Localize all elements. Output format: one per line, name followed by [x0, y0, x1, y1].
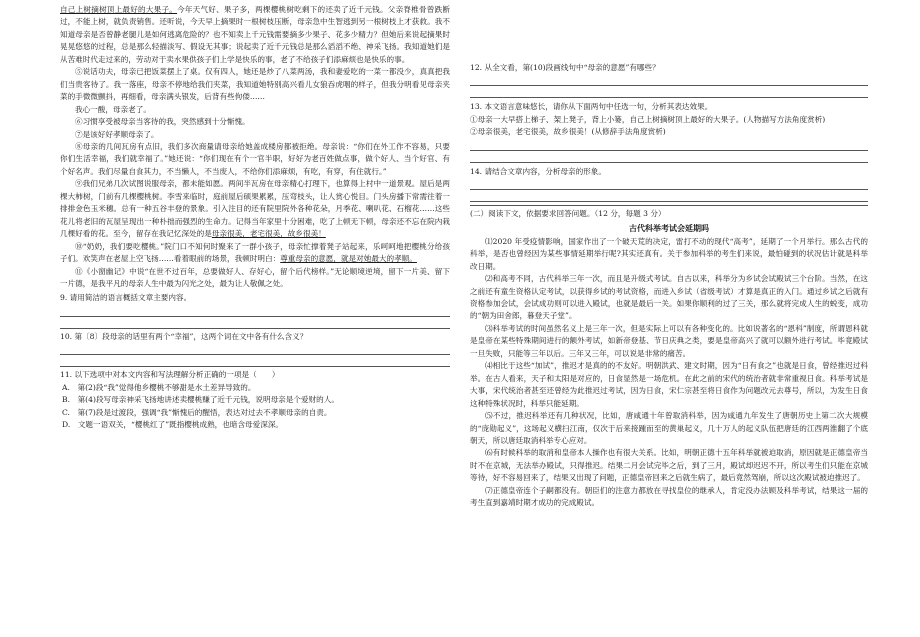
option-d[interactable]: D. 文题一语双关，“樱桃红了”既指樱桃成熟，也暗含母爱深深。 [62, 420, 284, 430]
question-9: 9. 请用简洁的语言概括文章主要内容。 [60, 293, 192, 303]
article-paragraph-1: ⑴2020 年受疫情影响，国家作出了一个破天荒的决定，雷打不动的现代“高考”，延期了一个月举行。那么古代的科举，是否也曾经因为某些事情延期举行呢?其实还真有。关于参加科举的考生们来说，最怕碰到的状况估计就是科举改日期。 [470, 236, 868, 271]
question-11: 11. 以下选项中对本文内容和写法理解分析正确的一项是（ ） [60, 370, 280, 380]
paragraph-5: ⑤说话功夫，母亲已把饭菜摆上了桌。仅有四人，她还是炒了八菜两汤，我和妻爱吃的一菜一都没少，真真把我们当贵客待了。我一落座，母亲不停地给我们夹菜，我知道她特别高兴看儿女狼吞虎咽的样子，但我分明看见母亲夹菜的手微微颤抖，再细看，母亲满头银发，后背有些佝偻…… [60, 67, 450, 102]
question-12: 12. 从全文看，第(10)段画线句中“母亲的意愿”有哪些？ [470, 63, 660, 72]
paragraph-8: ⑧母亲的几间瓦房有点旧，我们多次商量请母亲给她盖成楼房都被拒绝。母亲说：“你们在外工作不容易，只要你们生活幸福，我们就幸福了。”她还说：“你们现在有个一官半职，好好为老百姓做点事，做个好人、当个好官、有个好名声。我们尽量自食其力，不当懒人，不当废人，不给你们添麻烦，有吃，有穿，有住就行。” [60, 141, 450, 176]
dotted-sentence: 母亲很美，老宅很美，故乡很美！ [211, 229, 326, 239]
question-14: 14. 请结合文章内容，分析母亲的形象。 [470, 166, 606, 176]
section-header: (二）阅读下文，依据要求回答问题。（12 分，每题 3 分） [470, 205, 868, 220]
paragraph-9: ⑨我们兄弟几次试图说服母亲，都未能如愿。两间半瓦房在母亲精心打理下，也算得上村中一道景观。屋后是两棵大柿树，门前有几棵樱桃树。李雪来临时，庭前屋后硕果累累，压弯枝头，让人赏心悦目。门头房播下常需往着一排排金色玉米穗。总有一种五谷丰登的景象。引入注目的还有院里院外各种花朵，月季花、喇叭花、石榴花……这些花儿将老旧的瓦屋呈现出一种朴拙而强烈的生命力。记得当年家里十分困难，吃了上顿无下顿，母亲还不忘在院内栽几棵好看的花。至今，留存在我记忆深处的是母亲很美，老宅很美，故乡很美！ [60, 179, 450, 239]
answer-line[interactable] [470, 74, 868, 86]
article-paragraph-3: ⑶科举考试的时间虽然名义上是三年一次，但是实际上可以有各种变化的。比如说著名的“恩科”制度，所谓恩科就是皇帝在某些特殊期间进行的额外考试，如新帝登基、节日庆典之类，要是皇帝高兴了就可以额外进行考试。毕竟殿试一旦失败，只能等三年以后。三年又三年，可以说是非常的痛苦。 [470, 323, 868, 358]
question-13: 13. 本文语言意味悠长，请你从下面两句中任选一句，分析其表达效果。 [470, 102, 713, 112]
paragraph-7: ⑦是该好好孝顺母亲了。 [75, 129, 159, 139]
article-paragraph-6: ⑹有时候科举的取消和皇帝本人操作也有很大关系。比如，明朝正德十五年科举就被迫取消，原因就是正德皇帝当时不在京城，无法举办殿试，只得推迟。结果二月会试完毕之后，到了三月，殿试却迟迟不开，所以考生们只能在京城等待，好不容易回来了，结果又出现了问题，正德皇帝回来之后就生病了，最后竟然驾崩，所以这次殿试被迫推迟了。 [470, 448, 868, 483]
answer-line[interactable] [470, 151, 868, 163]
paragraph-6: ⑥习惯享受被母亲当客待的我，突然感到十分惭愧。 [75, 117, 250, 127]
option-b[interactable]: B. 第(4)段写母亲神采飞扬地讲述卖樱桃赚了近千元钱，说明母亲是个爱财的人。 [62, 395, 339, 405]
answer-line[interactable] [470, 86, 868, 98]
answer-line[interactable] [60, 343, 450, 355]
question-13-option-1: ①母亲一大早搭上梯子、架上凳子，背上小篓，自己上树摘树顶上最好的大果子。(人物描写方法角度赏析) [470, 114, 826, 124]
underlined-sentence: 自己上树摘树顶上最好的大果子。 [60, 5, 178, 14]
answer-line[interactable] [470, 139, 868, 151]
option-c[interactable]: C. 第(7)段是过渡段，强调“我”惭愧后的醒悟，表达对过去不孝顺母亲的自责。 [62, 407, 332, 417]
paragraph-5b: 我心一酸，母亲老了。 [75, 104, 151, 114]
answer-line[interactable] [60, 355, 450, 367]
question-10: 10. 第〔8〕段母亲的话里有两个“幸福”，这两个词在文中各有什么含义？ [60, 331, 308, 341]
answer-line[interactable] [60, 305, 450, 317]
article-paragraph-4: ⑷相比于这些“加试”，推迟才是真的的不友好。明朝洪武、建文时期，因为“日有食之”也就是日食，曾经推迟过科举。在古人看来，天子和太阳是对应的，日食显然是一场危机。在此之前的宋代的统治者就非常重视日食。科举考试是大事，宋代统治者甚至还曾经为此推迟过考试，因为日食，宋仁宗甚至将日食作为问题改元去尊号，所以，为发生日食这种特殊状况时，科举只能延期。 [470, 361, 868, 408]
right-column [470, 4, 868, 510]
paragraph-10: ⑩“奶奶，我们要吃樱桃。”院门口不知何时聚来了一群小孩子，母亲忙撑着凳子站起来，乐呵呵地把樱桃分给孩子们。欢笑声在老屋上空飞扬……看着眼前的场景，我顿时明白：尊重母亲的意愿，就是对她最大的孝顺。 [60, 241, 450, 264]
answer-line[interactable] [470, 178, 868, 190]
answer-line[interactable] [470, 190, 868, 202]
article-paragraph-7: ⑺正德皇帝连个子嗣都没有。朝臣们的注意力都放在寻找皇位的继承人，肯定没办法顾及科举考试，结果这一届的考生直到嘉靖时期才成功的完成殿试。 [470, 485, 868, 508]
answer-line[interactable] [60, 317, 450, 329]
question-13-option-2: ②母亲很美，老宅很美，故乡很美！(从修辞手法角度赏析) [470, 127, 666, 137]
option-a[interactable]: A. 第(2)段“我”觉得他乡樱桃不够甜是水土差异导致的。 [62, 382, 256, 392]
article-paragraph-2: ⑵和高考不同，古代科举三年一次，而且是升级式考试。自古以来，科举分为乡试会试殿试三个台阶。当然，在这之前还有童生资格认定考试，以获得乡试的考试资格，而进入乡试（省级考试）才算是真正的入门。通过乡试之后就有资格参加会试，会试成功则可以进入殿试，也就是最后一关。如果你顺利的过了三关，那么就将完成人生的蜕变，成功的“朝为田舍郎，暮登天子堂”。 [470, 274, 868, 321]
paragraph-4: 自己上树摘树顶上最好的大果子。今年天气好、果子多，两棵樱桃树吃剩下的还卖了近千元钱。父亲脊椎骨曾跌断过，不能上树，就负责销售。还听说，今天早上摘果时一根树枝压断，母亲急中生智逃到另一根树枝上才获救。我不知道母亲是否曾静老腿儿是如何逃离危险的？也不知卖上千元钱需要摘多少果子、花多少精力？但她后来说起摘果时晃晃悠悠的过程，总是那么轻描淡写、假设无其事；说起卖了近千元钱总是那么滔滔不绝、神采飞扬。我知道她们是从苦难时代走过来的，劳动对于卖水果供孩子们上学是快乐的事，老了不给孩子们添麻烦也是快乐的事。 [60, 5, 450, 64]
article-title: 古代科举考试会延期吗 [629, 222, 709, 233]
article-paragraph-5: ⑸不过，推迟科举还有几种状况，比如，唐咸通十年曾取消科举，因为咸通九年发生了唐朝历史上第二次大规模的“庞勋起义”，这场起义横扫江南，仅次于后来接踵而至的黄巢起义，几十万人的起义队伍把唐廷的江西两淮翻了个底朝天，所以唐廷取消科举专心应对。 [470, 411, 868, 445]
underlined-key-sentence: 尊重母亲的意愿，就是对她最大的孝顺。 [280, 254, 417, 264]
left-column [60, 4, 450, 432]
paragraph-11: ⑪《小窗幽记》中说“在世不过百年，总要做好人、存好心，留个后代榜样。”无论顺境逆境，留下一片美、留下一片德，是我平凡的母亲人生中最为闪光之处，最为让人敬佩之处。 [60, 266, 450, 288]
